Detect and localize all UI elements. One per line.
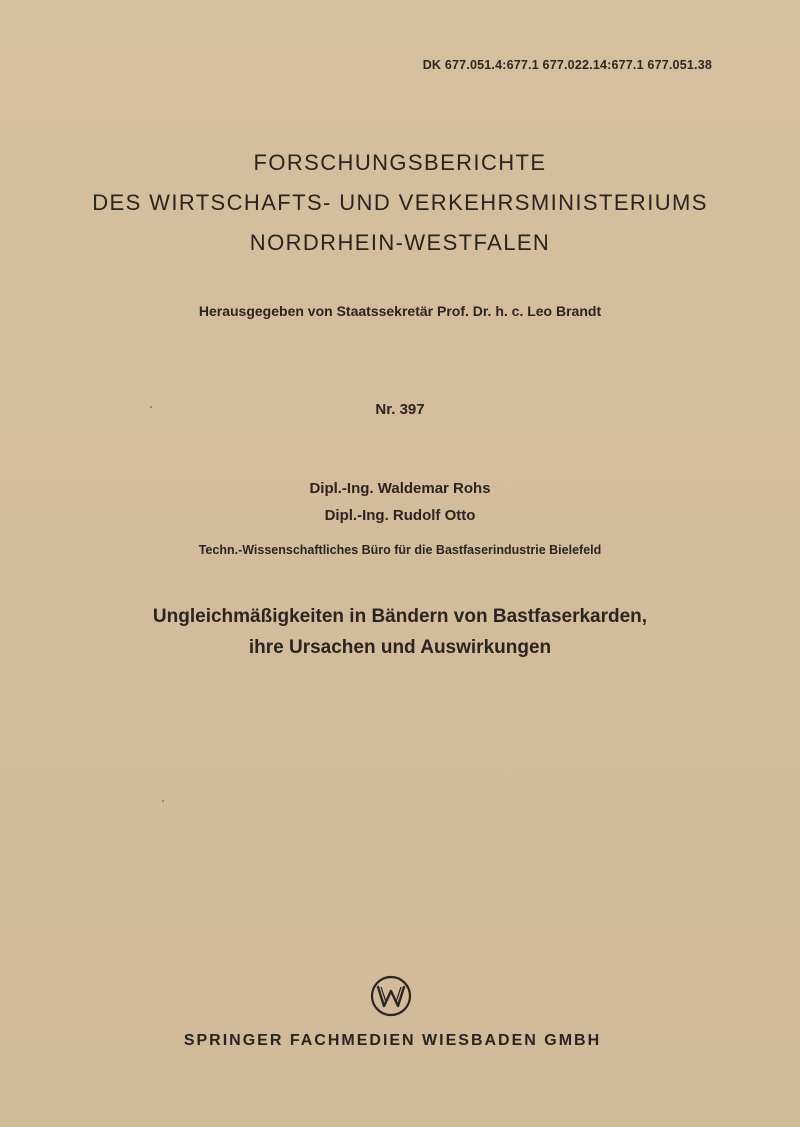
series-title-line-1: FORSCHUNGSBERICHTE xyxy=(253,150,547,175)
paper-speck xyxy=(162,800,164,802)
dk-classification: DK 677.051.4:677.1 677.022.14:677.1 677.051.38 xyxy=(422,58,712,72)
institute-line: Techn.-Wissenschaftliches Büro für die Bastfaserindustrie Bielefeld xyxy=(198,543,602,557)
book-title-line-2: ihre Ursachen und Auswirkungen xyxy=(248,637,552,658)
author-1: Dipl.-Ing. Waldemar Rohs xyxy=(309,480,491,497)
paper-speck xyxy=(150,406,152,408)
series-title-line-3: NORDRHEIN-WESTFALEN xyxy=(249,230,551,255)
editor-line: Herausgegeben von Staatssekretär Prof. Dr. h. c. Leo Brandt xyxy=(198,303,602,319)
book-title-line-1: Ungleichmäßigkeiten in Bändern von Bastfaserkarden, xyxy=(152,606,648,627)
springer-logo-icon xyxy=(370,975,412,1017)
author-2: Dipl.-Ing. Rudolf Otto xyxy=(324,507,476,524)
report-number: Nr. 397 xyxy=(375,401,425,418)
publisher-name: SPRINGER FACHMEDIEN WIESBADEN GMBH xyxy=(183,1032,602,1049)
series-title-line-2: DES WIRTSCHAFTS- UND VERKEHRSMINISTERIUMS xyxy=(92,190,708,215)
